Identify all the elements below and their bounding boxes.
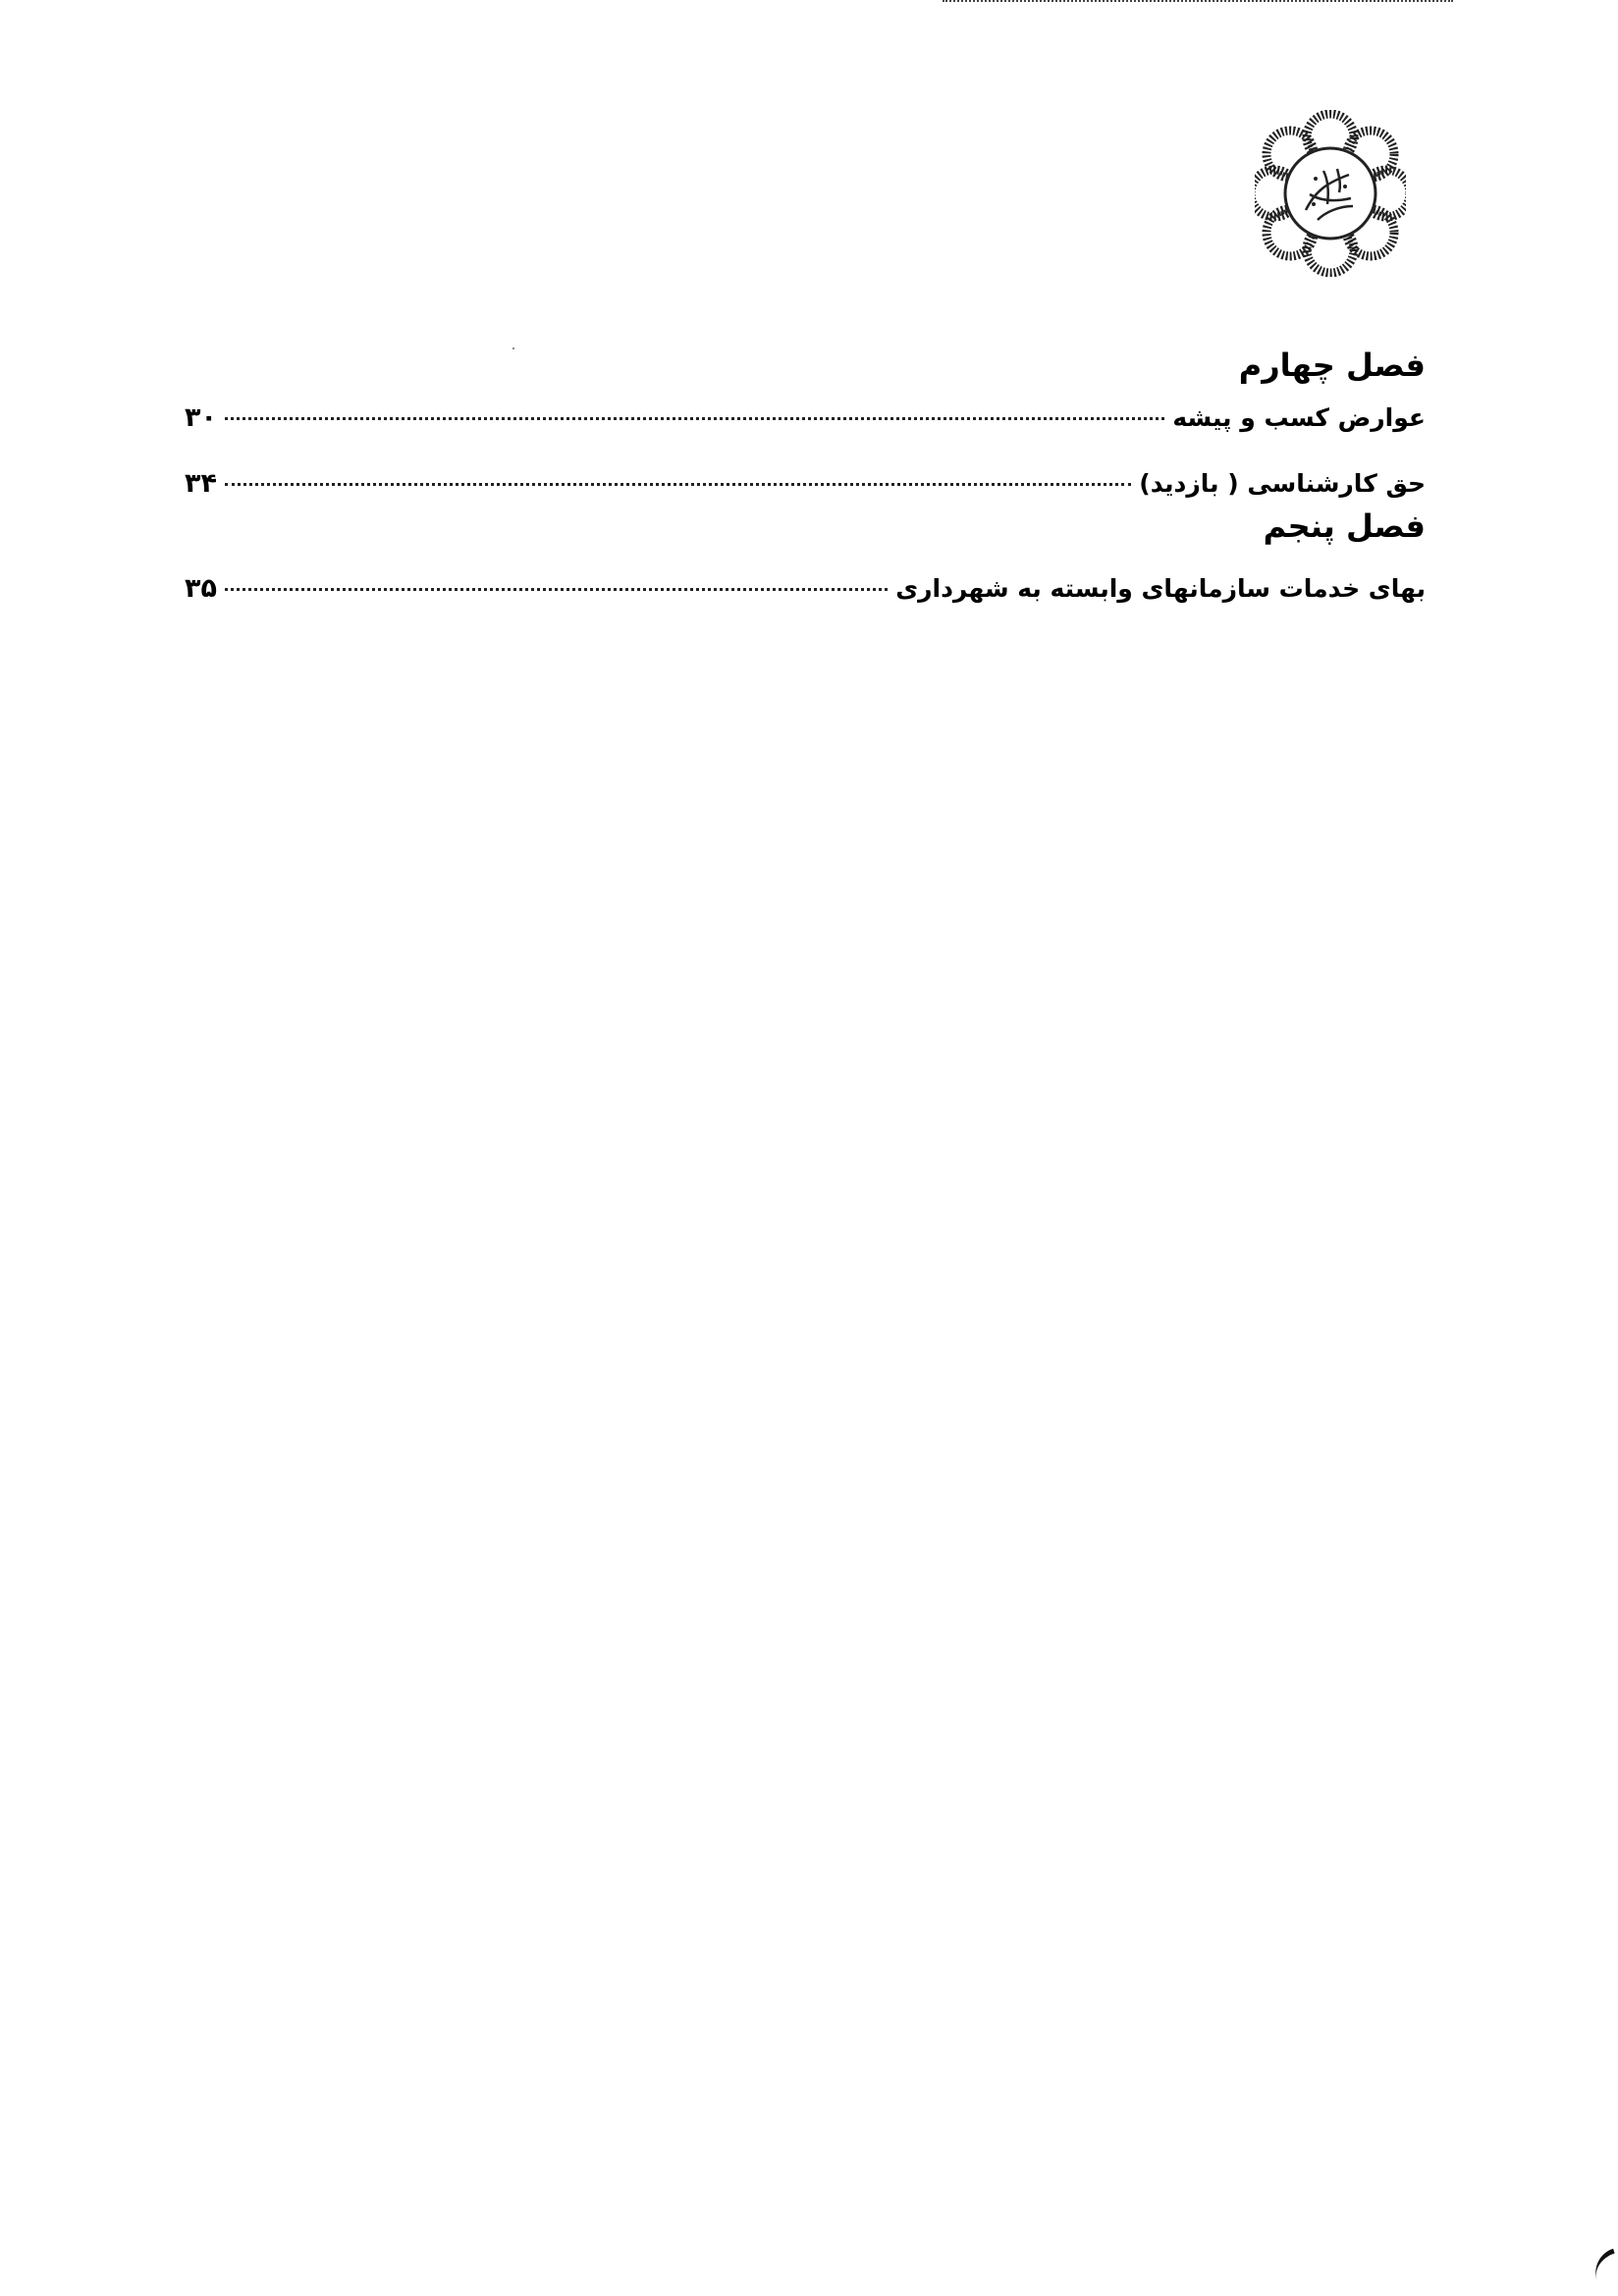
toc-entry-page: ۳۰	[185, 402, 217, 433]
toc-section	[185, 344, 1426, 499]
dot-leader	[225, 417, 1164, 420]
toc-entry[interactable]	[185, 573, 1426, 604]
toc-entry-title: عوارض کسب و پیشه	[1172, 403, 1426, 432]
toc-entry-title: حق کارشناسی ( بازدید)	[1139, 469, 1426, 498]
page-corner-fold	[1589, 2249, 1618, 2282]
toc-entry-page: ۳۴	[185, 468, 217, 499]
toc-entry-page: ۳۵	[185, 573, 217, 604]
section-title: فصل چهارم	[1238, 347, 1426, 384]
toc-section	[185, 505, 1426, 604]
scan-edge-marks	[943, 0, 1453, 8]
toc-entry-title: بهای خدمات سازمانهای وابسته به شهرداری	[895, 574, 1426, 603]
section-title: فصل پنجم	[1263, 507, 1426, 545]
toc-entry[interactable]	[185, 402, 1426, 433]
table-of-contents	[185, 324, 1426, 604]
rosette-calligraphy-emblem-icon	[1255, 110, 1406, 277]
dot-leader	[225, 483, 1131, 486]
dot-leader	[225, 588, 888, 591]
toc-entry[interactable]	[185, 468, 1426, 499]
